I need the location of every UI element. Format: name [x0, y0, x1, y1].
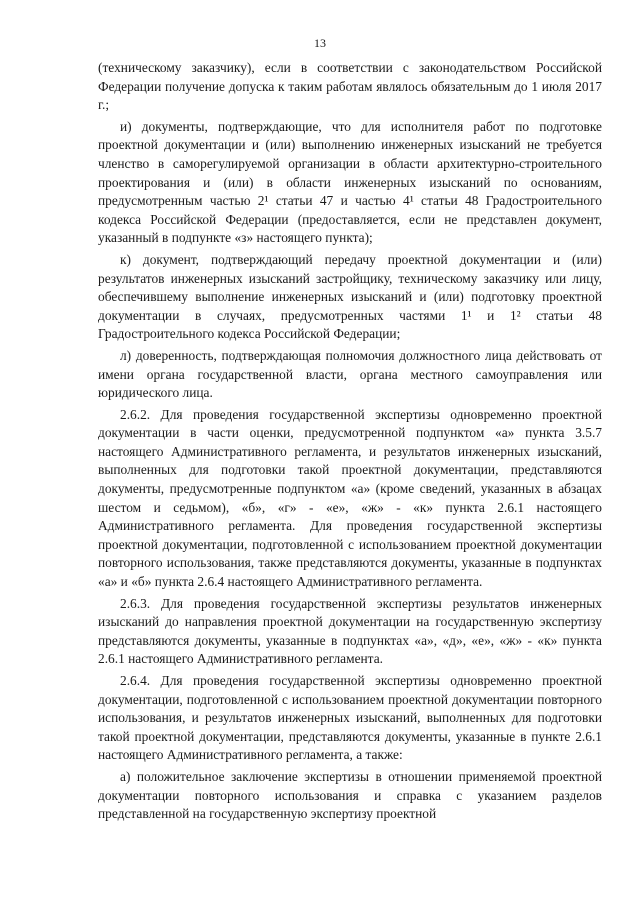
- document-body: [98, 59, 602, 827]
- paragraph-subitem-a: а) положительное заключение экспертизы в отношении применяемой проектной документации повторного использования и справка с указанием разделов представленной на государственную экспертизу проектной: [98, 768, 602, 822]
- paragraph-2-6-2: 2.6.2. Для проведения государственной экспертизы одновременно проектной документации в части оценки, предусмотренной подпунктом «а» пункта 3.5.7 настоящего Административного регламента, и результатов инженерных изысканий, выполненных для подготовки такой проектной документации, представляются документы, предусмотренные подпунктом «а» (кроме сведений, указанных в абзацах шестом и седьмом), «б», «г» - «е», «ж» - «к» пункта 2.6.1 настоящего Административного регламента. Для проведения государственной экспертизы проектной документации, подготовленной с использованием проектной документации повторного использования, также представляются документы, указанные в подпунктах «а» и «б» пункта 2.6.4 настоящего Административного регламента.: [98, 406, 602, 590]
- paragraph-continuation: (техническому заказчику), если в соответствии с законодательством Российской Федерации получение допуска к таким работам являлось обязательным до 1 июля 2017 г.;: [98, 60, 602, 113]
- paragraph-subitem-l: л) доверенность, подтверждающая полномочия должностного лица действовать от имени органа государственной власти, органа местного самоуправления или юридического лица.: [98, 347, 602, 401]
- paragraph-subitem-k: к) документ, подтверждающий передачу проектной документации и (или) результатов инженерных изысканий застройщику, техническому заказчику или лицу, обеспечившему выполнение инженерных изысканий и (или) подготовку проектной документации в случаях, предусмотренных частями 1¹ и 1² статьи 48 Градостроительного кодекса Российской Федерации;: [98, 251, 602, 342]
- paragraph-2-6-3: 2.6.3. Для проведения государственной экспертизы результатов инженерных изысканий до направления проектной документации на государственную экспертизу представляются документы, указанные в подпунктах «а», «д», «е», «ж» - «к» пункта 2.6.1 настоящего Административного регламента.: [98, 595, 602, 667]
- paragraph-2-6-4: 2.6.4. Для проведения государственной экспертизы одновременно проектной документации, подготовленной с использованием проектной документации повторного использования, и результатов инженерных изысканий, выполненных для подготовки такой проектной документации, представляются документы, указанные в пункте 2.6.1 настоящего Административного регламента, а также:: [98, 673, 602, 763]
- page-number: 13: [314, 36, 326, 50]
- paragraph-subitem-i: и) документы, подтверждающие, что для исполнителя работ по подготовке проектной документации и (или) выполнению инженерных изысканий не требуется членство в саморегулируемой организации в области архитектурно-строительного проектирования и (или) в области инженерных изысканий по основаниям, предусмотренным частью 2¹ статьи 47 и частью 4¹ статьи 48 Градостроительного кодекса Российской Федерации (предоставляется, если не представлен документ, указанный в подпункте «з» настоящего пункта);: [98, 118, 602, 246]
